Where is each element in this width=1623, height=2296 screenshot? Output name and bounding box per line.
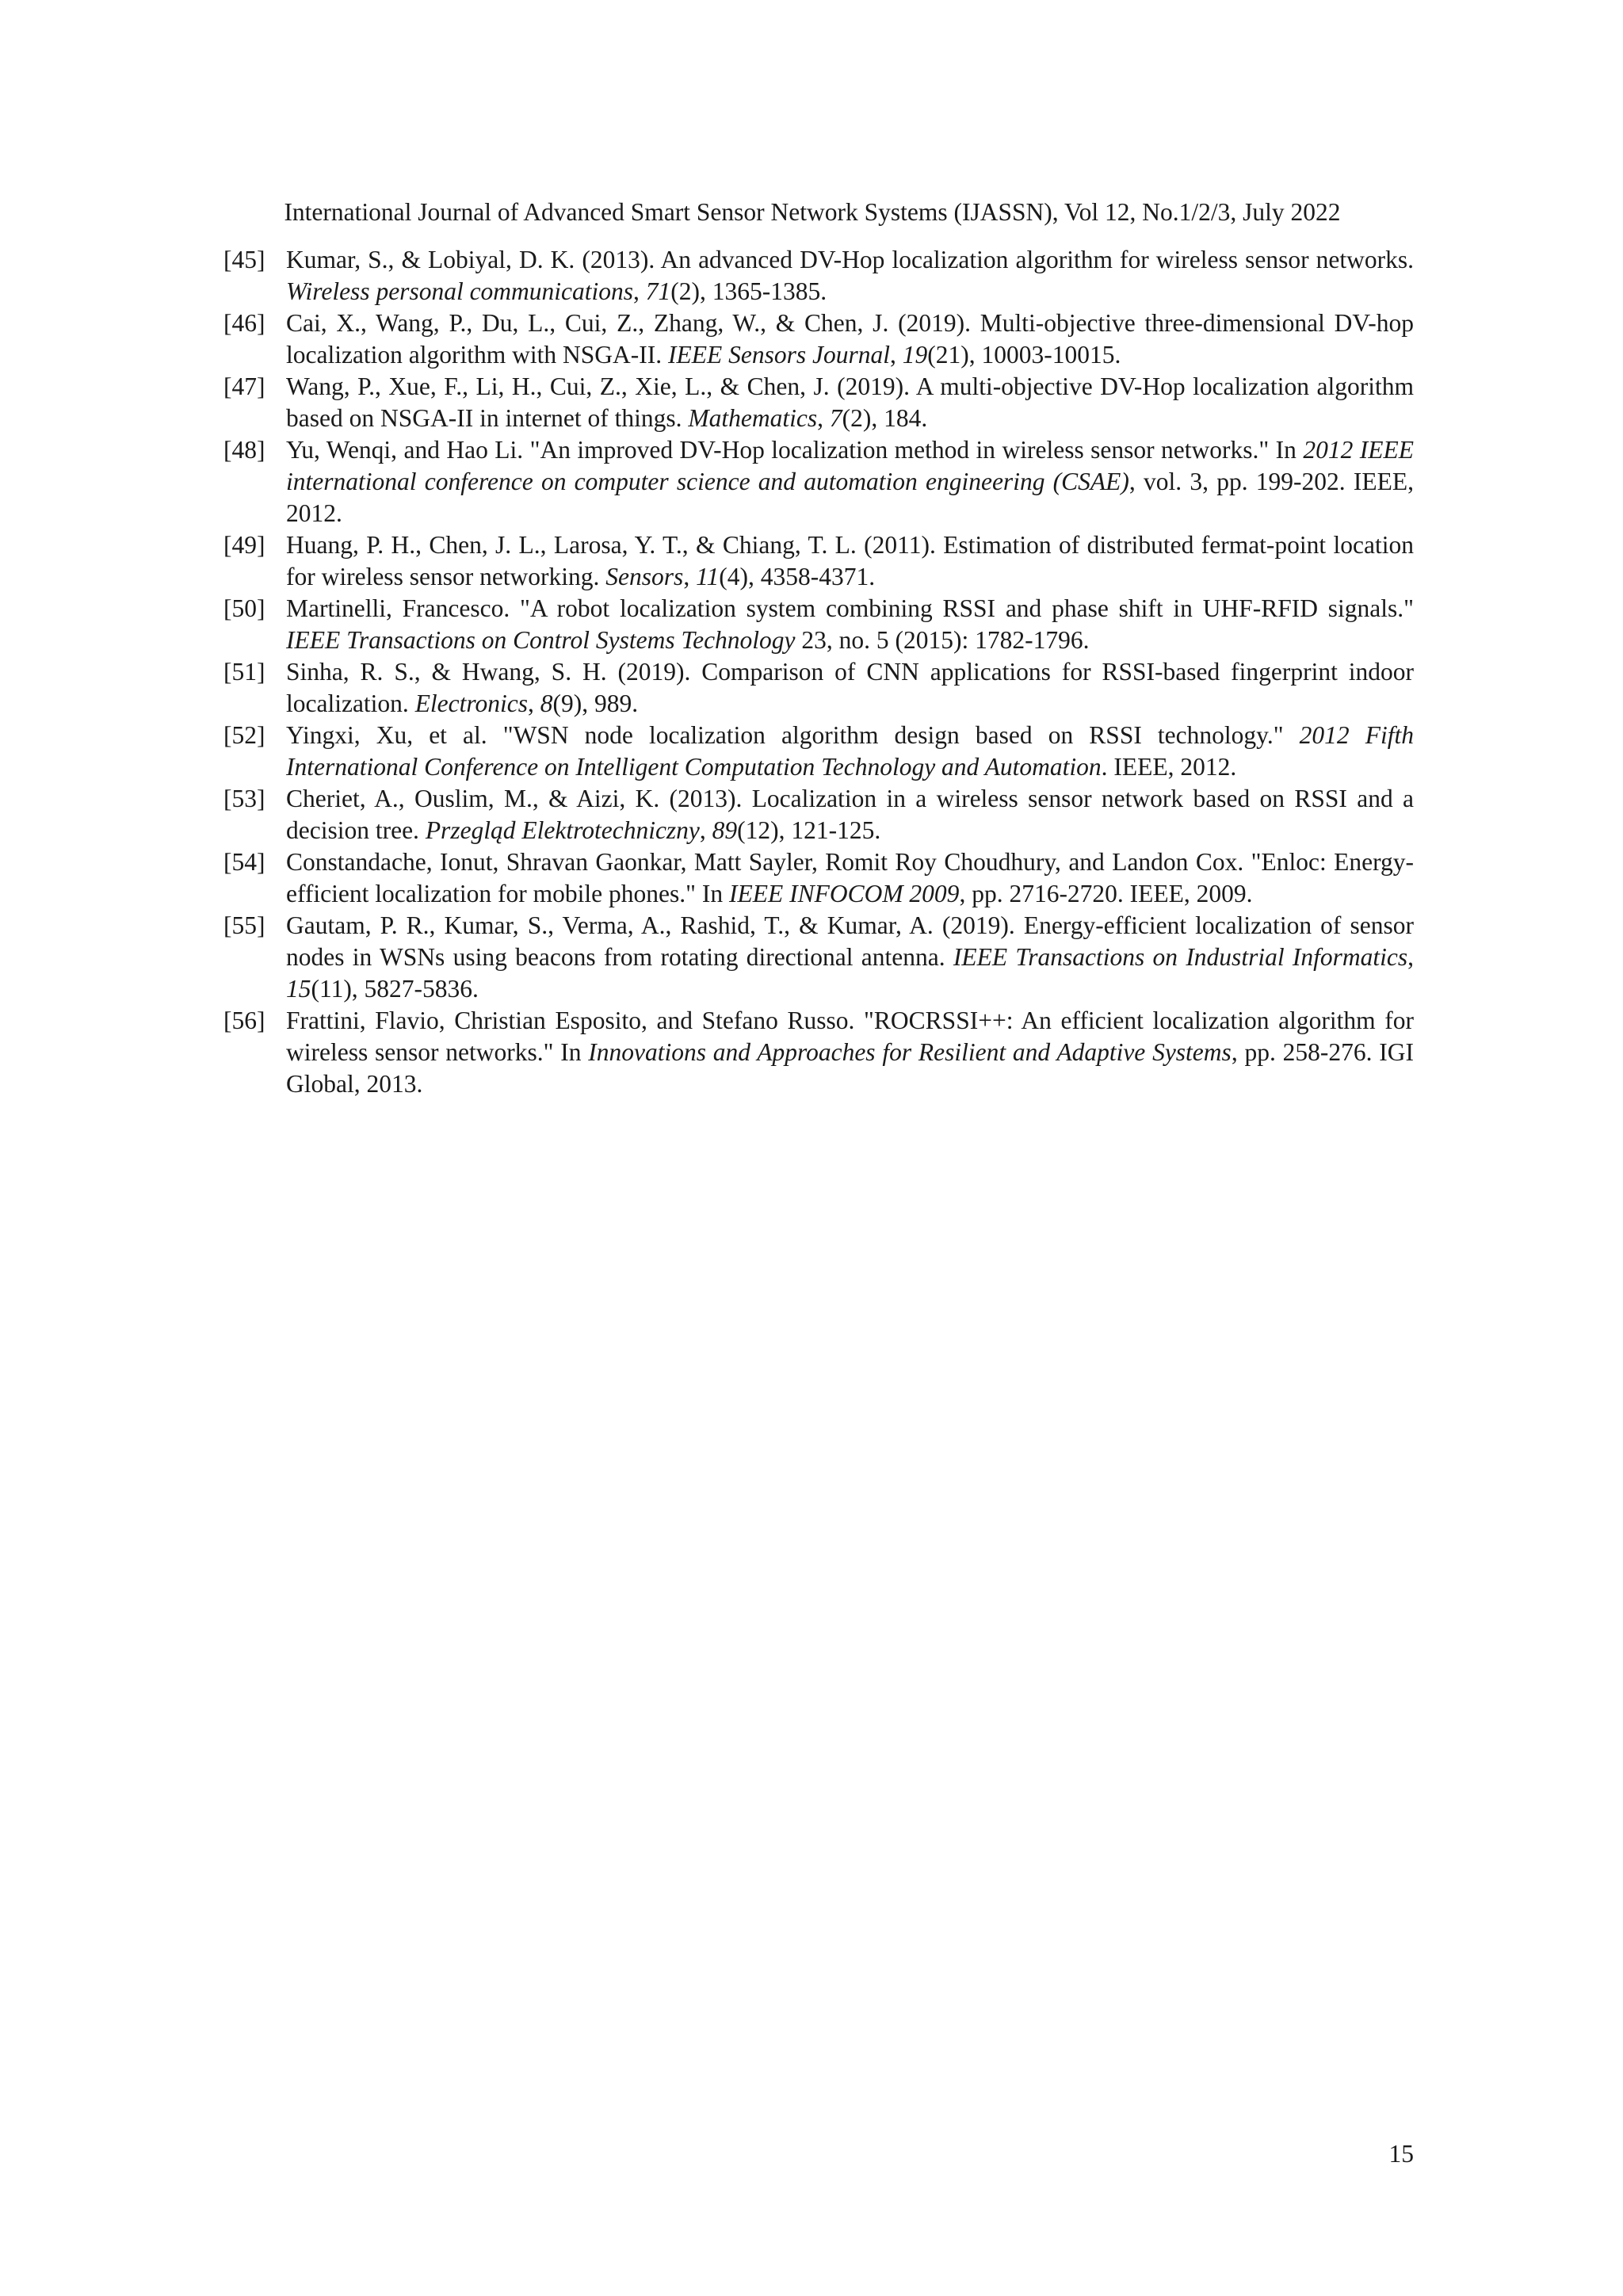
reference-italic-segment: Przegląd Elektrotechniczny	[425, 816, 700, 844]
reference-number: [56]	[223, 1007, 265, 1034]
reference-segment: Cheriet, A., Ouslim, M., & Aizi, K. (2013). Localization in a wireless sensor network based on RSSI and a decision tree.	[286, 785, 1414, 844]
reference-segment: Martinelli, Francesco. "A robot localization system combining RSSI and phase shift in UHF-RFID signals."	[286, 594, 1414, 622]
reference-text	[286, 1005, 1414, 1100]
reference-italic-segment: 11	[696, 563, 720, 590]
reference-text	[286, 244, 1414, 308]
reference-item	[223, 371, 1414, 434]
reference-item	[223, 910, 1414, 1005]
reference-segment: . IEEE, 2012.	[1101, 753, 1237, 781]
reference-italic-segment: 8	[540, 690, 553, 717]
reference-italic-segment: 71	[645, 277, 671, 305]
reference-italic-segment: 89	[712, 816, 738, 844]
reference-segment: , vol. 3, pp. 199-202. IEEE, 2012.	[286, 468, 1414, 527]
reference-italic-segment: IEEE Transactions on Control Systems Technology	[286, 626, 796, 654]
reference-italic-segment: Sensors	[605, 563, 684, 590]
reference-italic-segment: 2012 IEEE international conference on computer science and automation engineering (CSAE)	[286, 436, 1414, 495]
reference-item	[223, 720, 1414, 783]
reference-segment: ,	[817, 404, 830, 432]
reference-segment: Cai, X., Wang, P., Du, L., Cui, Z., Zhang, W., & Chen, J. (2019). Multi-objective three-dimensional DV-hop localization algorithm with NSGA-II.	[286, 309, 1414, 369]
reference-italic-segment: 2012 Fifth International Conference on Intelligent Computation Technology and Automation	[286, 721, 1414, 781]
reference-italic-segment: IEEE Transactions on Industrial Informatics	[953, 943, 1408, 971]
reference-italic-segment: 7	[829, 404, 842, 432]
reference-italic-segment: 15	[286, 975, 311, 1003]
reference-segment: ,	[527, 690, 540, 717]
reference-italic-segment: IEEE Sensors Journal	[668, 341, 890, 369]
reference-number: [54]	[223, 848, 265, 876]
reference-segment: 23, no. 5 (2015): 1782-1796.	[795, 626, 1090, 654]
reference-text	[286, 720, 1414, 783]
reference-number: [49]	[223, 531, 265, 559]
reference-italic-segment: Mathematics	[688, 404, 818, 432]
reference-segment: Gautam, P. R., Kumar, S., Verma, A., Rashid, T., & Kumar, A. (2019). Energy-efficient localization of sensor nodes in WSNs using beacons from rotating directional antenna.	[286, 911, 1414, 971]
reference-segment: , pp. 258-276. IGI Global, 2013.	[286, 1038, 1414, 1098]
reference-number: [53]	[223, 785, 265, 812]
reference-italic-segment: Electronics	[414, 690, 528, 717]
reference-list	[223, 244, 1414, 1100]
reference-segment: Constandache, Ionut, Shravan Gaonkar, Matt Sayler, Romit Roy Choudhury, and Landon Cox. "Enloc: Energy-efficient localization for mobile phones." In	[286, 848, 1414, 907]
reference-number: [52]	[223, 721, 265, 749]
reference-segment: Huang, P. H., Chen, J. L., Larosa, Y. T., & Chiang, T. L. (2011). Estimation of distributed fermat-point location for wireless sensor networking.	[286, 531, 1414, 590]
reference-text	[286, 593, 1414, 656]
reference-text	[286, 846, 1414, 910]
reference-text	[286, 308, 1414, 371]
reference-italic-segment: 19	[902, 341, 928, 369]
reference-number: [47]	[223, 372, 265, 400]
reference-item	[223, 1005, 1414, 1100]
journal-header: International Journal of Advanced Smart Sensor Network Systems (IJASSN), Vol 12, No.1/2/3, July 2022	[284, 198, 1341, 226]
reference-text	[286, 434, 1414, 529]
reference-item	[223, 308, 1414, 371]
reference-text	[286, 371, 1414, 434]
reference-item	[223, 434, 1414, 529]
reference-segment: (9), 989.	[552, 690, 639, 717]
reference-segment: Yu, Wenqi, and Hao Li. "An improved DV-Hop localization method in wireless sensor networks." In	[286, 436, 1304, 464]
reference-item	[223, 529, 1414, 593]
reference-item	[223, 846, 1414, 910]
reference-segment: ,	[633, 277, 646, 305]
reference-text	[286, 656, 1414, 720]
reference-segment: Kumar, S., & Lobiyal, D. K. (2013). An advanced DV-Hop localization algorithm for wireless sensor networks.	[286, 246, 1414, 273]
reference-segment: (2), 184.	[842, 404, 928, 432]
reference-segment: Wang, P., Xue, F., Li, H., Cui, Z., Xie, L., & Chen, J. (2019). A multi-objective DV-Hop localization algorithm based on NSGA-II in internet of things.	[286, 372, 1414, 432]
reference-segment: (2), 1365-1385.	[670, 277, 827, 305]
page-number: 15	[1388, 2140, 1414, 2168]
reference-segment: ,	[699, 816, 712, 844]
reference-number: [55]	[223, 911, 265, 939]
reference-text	[286, 529, 1414, 593]
reference-item	[223, 783, 1414, 846]
reference-item	[223, 656, 1414, 720]
reference-segment: (4), 4358-4371.	[719, 563, 876, 590]
reference-text	[286, 910, 1414, 1005]
reference-segment: , pp. 2716-2720. IEEE, 2009.	[959, 880, 1253, 907]
reference-segment: ,	[890, 341, 903, 369]
reference-segment: Frattini, Flavio, Christian Esposito, and Stefano Russo. "ROCRSSI++: An efficient localization algorithm for wireless sensor networks." In	[286, 1007, 1414, 1066]
reference-number: [45]	[223, 246, 265, 273]
reference-segment: Sinha, R. S., & Hwang, S. H. (2019). Comparison of CNN applications for RSSI-based fingerprint indoor localization.	[286, 658, 1414, 717]
reference-segment: ,	[683, 563, 697, 590]
reference-segment: Yingxi, Xu, et al. "WSN node localization algorithm design based on RSSI technology."	[286, 721, 1300, 749]
reference-item	[223, 244, 1414, 308]
reference-segment: (12), 121-125.	[737, 816, 881, 844]
reference-segment: (21), 10003-10015.	[927, 341, 1121, 369]
reference-italic-segment: Wireless personal communications	[286, 277, 634, 305]
reference-segment: (11), 5827-5836.	[311, 975, 479, 1003]
reference-segment: ,	[1407, 943, 1415, 971]
reference-number: [46]	[223, 309, 265, 337]
reference-number: [48]	[223, 436, 265, 464]
reference-item	[223, 593, 1414, 656]
reference-italic-segment: Innovations and Approaches for Resilient and Adaptive Systems	[588, 1038, 1232, 1066]
reference-number: [51]	[223, 658, 265, 686]
reference-italic-segment: IEEE INFOCOM 2009	[728, 880, 960, 907]
reference-text	[286, 783, 1414, 846]
reference-number: [50]	[223, 594, 265, 622]
